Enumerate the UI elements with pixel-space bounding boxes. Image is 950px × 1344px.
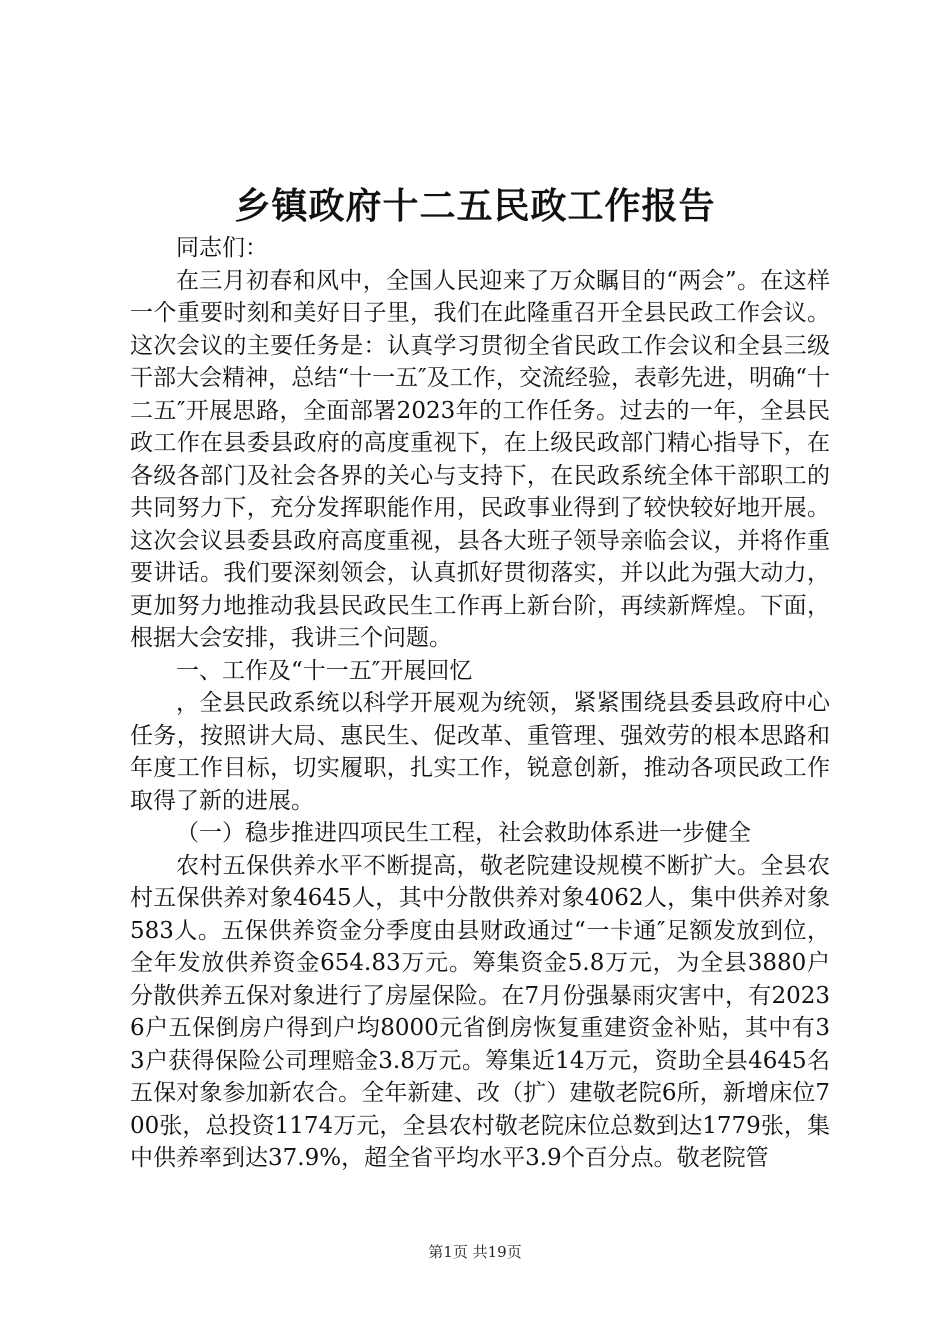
document-title: 乡镇政府十二五民政工作报告 — [234, 185, 716, 227]
subsection-heading-1: （一）稳步推进四项民生工程，社会救助体系进一步健全 — [176, 820, 751, 846]
section-1-paragraph: ，全县民政系统以科学开展观为统领，紧紧围绕县委县政府中心任务，按照讲大局、惠民生、促改革、重管理、强效劳的根本思路和年度工作目标，切实履职，扎实工作，锐意创新，推动各项民政工作取得了新的进展。 — [130, 690, 830, 814]
intro-paragraph: 在三月初春和风中，全国人民迎来了万众瞩目的“两会”。在这样一个重要时刻和美好日子里，我们在此隆重召开全县民政工作会议。这次会议的主要任务是：认真学习贯彻全省民政工作会议和全县三级干部大会精神，总结“十一五″及工作，交流经验，表彰先进，明确“十二五″开展思路，全面部署2023年的工作任务。过去的一年，全县民政工作在县委县政府的高度重视下，在上级民政部门精心指导下，在各级各部门及社会各界的关心与支持下，在民政系统全体干部职工的共同努力下，充分发挥职能作用，民政事业得到了较快较好地开展。这次会议县委县政府高度重视，县各大班子领导亲临会议，并将作重要讲话。我们要深刻领会，认真抓好贯彻落实，并以此为强大动力，更加努力地推动我县民政民生工作再上新台阶，再续新辉煌。下面，根据大会安排，我讲三个问题。 — [130, 267, 830, 651]
section-heading-1: 一、工作及“十一五″开展回忆 — [176, 657, 473, 684]
salutation-paragraph: 同志们： — [176, 235, 268, 261]
document-body — [130, 232, 830, 1175]
page-number-footer: 第1页 共19页 — [428, 1243, 522, 1261]
subsection-1-paragraph: 农村五保供养水平不断提高，敬老院建设规模不断扩大。全县农村五保供养对象4645人，其中分散供养对象4062人，集中供养对象583人。五保供养资金分季度由县财政通过“一卡通″足额发放到位，全年发放供养资金654.83万元。筹集资金5.8万元，为全县3880户分散供养五保对象进行了房屋保险。在7月份强暴雨灾害中，有20236户五保倒房户得到户均8000元省倒房恢复重建资金补贴，其中有33户获得保险公司理赔金3.8万元。筹集近14万元，资助全县4645名五保对象参加新农合。全年新建、改（扩）建敬老院6所，新增床位700张，总投资1174万元，全县农村敬老院床位总数到达1779张，集中供养率到达37.9%，超全省平均水平3.9个百分点。敬老院管 — [130, 852, 830, 1171]
